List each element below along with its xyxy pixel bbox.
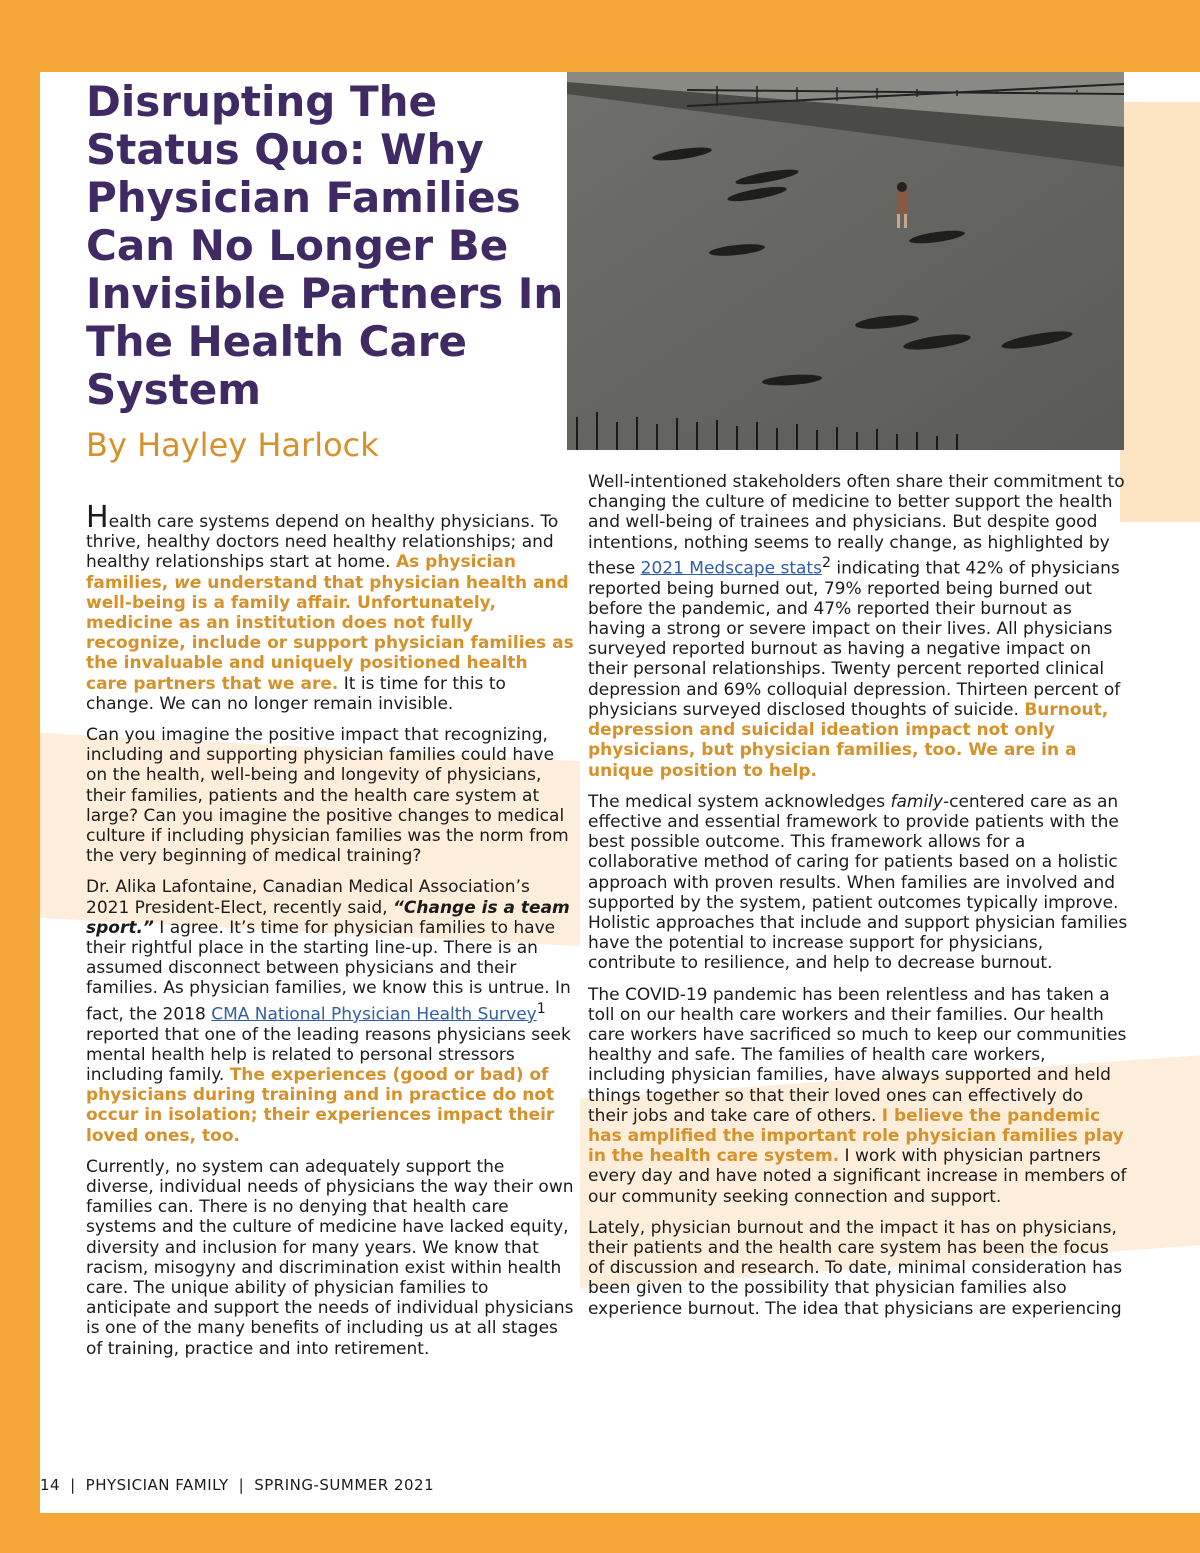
magazine-name: PHYSICIAN FAMILY xyxy=(85,1476,229,1494)
emphasis: we xyxy=(174,572,202,593)
paragraph: Currently, no system can adequately support the diverse, individual needs of physicians the way their own families can. There is no denying that health care systems and the culture of medicine have lacked equity, diversity and inclusion for many years. We know that racism, misogyny and discrimination exist within health care. The unique ability of physician families to anticipate and support the needs of individual physicians is one of the many benefits of including us at all stages of training, practice and into retirement. xyxy=(86,1156,574,1359)
text: I agree. It’s time for physician families to have their rightful place in the starting line-up. There is an assumed disconnect between physicians and their families. As physician families, we know this is untrue. In fact, the 2018 xyxy=(86,917,571,1025)
page-number: 14 xyxy=(40,1476,61,1494)
byline: By Hayley Harlock xyxy=(86,426,379,464)
page xyxy=(40,72,1200,1513)
highlight-text: I believe the pandemic has amplified the important role physician families play in the health care system. xyxy=(588,1105,1124,1167)
text: indicating that 42% of physicians reported being burned out, 79% reported being burned out before the pandemic, and 47% reported their burnout as having a strong or severe impact on their lives. All physicians surveyed reported burnout as having a negative impact on their personal relationships. Twenty percent reported clinical depression and 69% colloquial depression. Thirteen percent of physicians surveyed disclosed thoughts of suicide. xyxy=(588,558,1121,720)
left-column xyxy=(86,500,574,1370)
paragraph: Can you imagine the positive impact that recognizing, including and supporting physician families could have on the health, well-being and longevity of physicians, their families, patients and the health care system at large? Can you imagine the positive changes to medical culture if including physician families was the norm from the very beginning of medical training? xyxy=(86,725,569,867)
paragraph xyxy=(588,472,1128,781)
text: understand that physician health and well-being is a family affair. Unfortunately, medicine as an institution does not fully recognize, include or support physician families as the invaluable and uniquely positioned health care partners that we are. xyxy=(86,572,574,694)
emphasis: family xyxy=(890,791,943,812)
text: ealth care systems depend on healthy physicians. To thrive, healthy doctors need healthy relationships; and healthy relationships start at home. xyxy=(86,512,559,573)
paragraph xyxy=(86,877,574,1145)
issue-name: SPRING-SUMMER 2021 xyxy=(254,1476,435,1494)
highlight-text: The experiences (good or bad) of physicians during training and in practice do not occur in isolation; their experiences impact their loved ones, too. xyxy=(86,1064,555,1146)
text: It is time for this to change. We can no longer remain invisible. xyxy=(86,673,506,714)
footnote-ref: 1 xyxy=(536,1000,546,1017)
quote: “Change is a team sport.” xyxy=(86,897,570,938)
medscape-stats-link[interactable]: 2021 Medscape stats xyxy=(640,558,822,579)
paragraph xyxy=(588,792,1128,974)
text: -centered care as an effective and essential framework to provide patients with the best possible outcome. This framework allows for a collaborative method of caring for patients based on a holistic approach with proven results. When families are involved and supported by the system, patient outcomes typically improve. Holistic approaches that include and support physician families have the potential to increase support for physicians, contribute to resilience, and help to decrease burnout. xyxy=(588,791,1128,974)
separator: | xyxy=(238,1476,245,1494)
footnote-ref: 2 xyxy=(821,554,831,571)
text: As physician families, xyxy=(86,552,516,593)
text: I work with physician partners every day and have noted a significant increase in members of our community seeking connection and support. xyxy=(588,1146,1127,1207)
article-title: Disrupting The Status Quo: Why Physician Families Can No Longer Be Invisible Partners In The Health Care System xyxy=(86,77,564,414)
text: Well-intentioned stakeholders often share their commitment to changing the culture of medicine to better support the health and well-being of trainees and physicians. But despite good intentions, nothing seems to really change, as highlighted by these xyxy=(588,472,1125,579)
text: Dr. Alika Lafontaine, Canadian Medical Association’s 2021 President-Elect, recently said, xyxy=(86,877,530,918)
drop-cap: H xyxy=(86,500,109,535)
cma-survey-link[interactable]: CMA National Physician Health Survey xyxy=(211,1004,537,1025)
highlight-text xyxy=(86,552,574,693)
text: The medical system acknowledges xyxy=(588,791,891,812)
photo-shadows-icon xyxy=(567,72,1124,450)
accent-band-top xyxy=(1120,102,1200,522)
paragraph xyxy=(588,985,1128,1207)
right-column xyxy=(588,472,1128,1330)
separator: | xyxy=(70,1476,76,1494)
text: The COVID-19 pandemic has been relentless and has taken a toll on our health care workers and their families. Our health care workers have sacrificed so much to keep our communities healthy and safe. The families of health care workers, including physician families, have always supported and held things together so that their loved ones can effectively do their jobs and take care of others. xyxy=(588,984,1127,1126)
highlight-text: Burnout, depression and suicidal ideation impact not only physicians, but physician families, too. We are in a unique position to help. xyxy=(588,699,1109,781)
text: reported that one of the leading reasons physicians seek mental health help is related to personal stressors including family. xyxy=(86,1024,571,1085)
paragraph xyxy=(86,500,574,714)
paragraph: Lately, physician burnout and the impact it has on physicians, their patients and the health care system has been the focus of discussion and research. To date, minimal consideration has been given to the possibility that physician families also experience burnout. The idea that physicians are experiencing xyxy=(588,1217,1123,1319)
page-footer xyxy=(40,1476,434,1494)
